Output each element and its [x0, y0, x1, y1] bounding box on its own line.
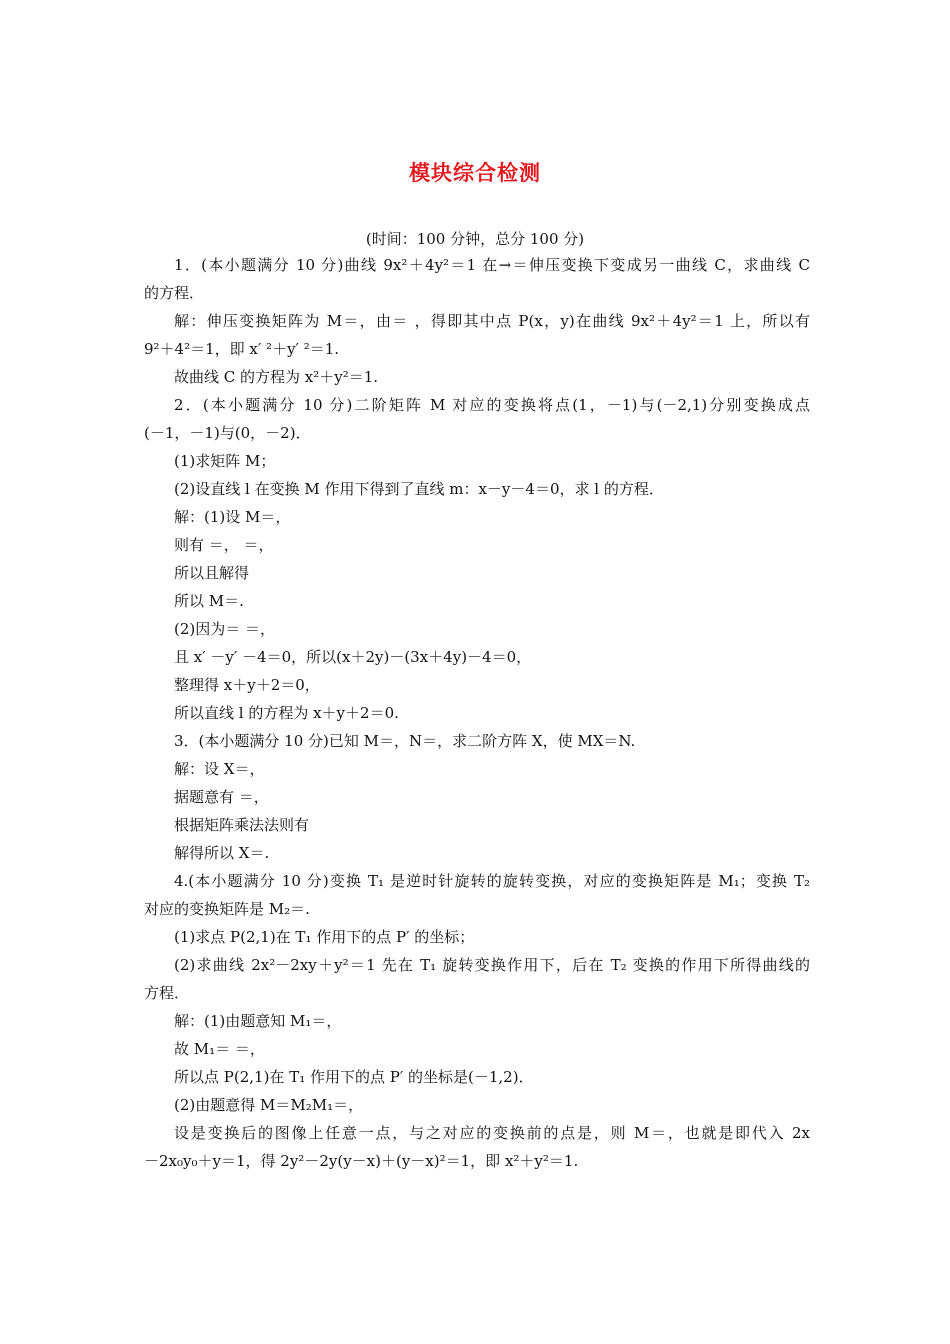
text-line: (－1，－1)与(0，－2)． [144, 424, 311, 442]
text-line: 所以直线 l 的方程为 x＋y＋2＝0. [174, 704, 399, 722]
text-line: 4.(本小题满分 10 分)变换 T₁ 是逆时针旋转的旋转变换，对应的变换矩阵是 M₁；变换 T₂ [174, 872, 810, 890]
text-line: 且 x′ －y′ －4＝0，所以(x＋2y)－(3x＋4y)－4＝0， [174, 648, 532, 666]
exam-info: (时间：100 分钟，总分 100 分) [365, 230, 585, 248]
text-line: 整理得 x＋y＋2＝0， [174, 676, 320, 694]
text-line: 故 M₁＝ ＝， [174, 1040, 265, 1058]
text-line: (1)求矩阵 M； [174, 452, 276, 470]
text-line: (2)因为＝ ＝， [174, 620, 276, 638]
text-line: 解得所以 X＝. [174, 844, 270, 862]
text-line: 方程． [144, 984, 190, 1002]
text-line: －2x₀y₀＋y＝1，得 2y²－2y(y－x)＋(y－x)²＝1，即 x²＋y²＝1. [144, 1152, 579, 1170]
text-line: 解：(1)由题意知 M₁＝， [174, 1012, 342, 1030]
text-line: 解：伸压变换矩阵为 M＝，由＝ ，得即其中点 P(x，y)在曲线 9x²＋4y²＝1 上，所以有 [174, 312, 810, 330]
text-line: 设是变换后的图像上任意一点，与之对应的变换前的点是，则 M＝，也就是即代入 2x [174, 1124, 810, 1142]
text-line: 的方程． [144, 284, 205, 302]
text-line: 解：设 X＝， [174, 760, 265, 778]
text-line: 对应的变换矩阵是 M₂＝. [144, 900, 310, 918]
text-line: 3．(本小题满分 10 分)已知 M＝，N＝，求二阶方阵 X，使 MX＝N. [174, 732, 636, 750]
document-body [144, 251, 810, 1175]
text-line: 所以且解得 [174, 564, 250, 582]
text-line: (1)求点 P(2,1)在 T₁ 作用下的点 P′ 的坐标； [174, 928, 475, 946]
text-line: 9²＋4²＝1，即 x′ ²＋y′ ²＝1. [144, 340, 340, 358]
text-line: 所以 M＝. [174, 592, 244, 610]
text-line: 则有 ＝， ＝， [174, 536, 274, 554]
text-line: 故曲线 C 的方程为 x²＋y²＝1. [174, 368, 379, 386]
text-line: 据题意有 ＝， [174, 788, 269, 806]
text-line: 所以点 P(2,1)在 T₁ 作用下的点 P′ 的坐标是(－1,2)． [174, 1068, 534, 1086]
text-line: 解：(1)设 M＝， [174, 508, 291, 526]
text-line: 2．(本小题满分 10 分)二阶矩阵 M 对应的变换将点(1，－1)与(－2,1)分别变换成点 [174, 396, 810, 414]
text-line: (2)由题意得 M＝M₂M₁＝， [174, 1096, 364, 1114]
text-line: (2)求曲线 2x²－2xy＋y²＝1 先在 T₁ 旋转变换作用下，后在 T₂ 变换的作用下所得曲线的 [174, 956, 810, 974]
page-title: 模块综合检测 [409, 161, 541, 185]
text-line: 根据矩阵乘法法则有 [174, 816, 310, 834]
text-line: (2)设直线 l 在变换 M 作用下得到了直线 m：x－y－4＝0，求 l 的方程． [174, 480, 664, 498]
text-line: 1．(本小题满分 10 分)曲线 9x²＋4y²＝1 在→＝伸压变换下变成另一曲线 C，求曲线 C [174, 256, 810, 274]
